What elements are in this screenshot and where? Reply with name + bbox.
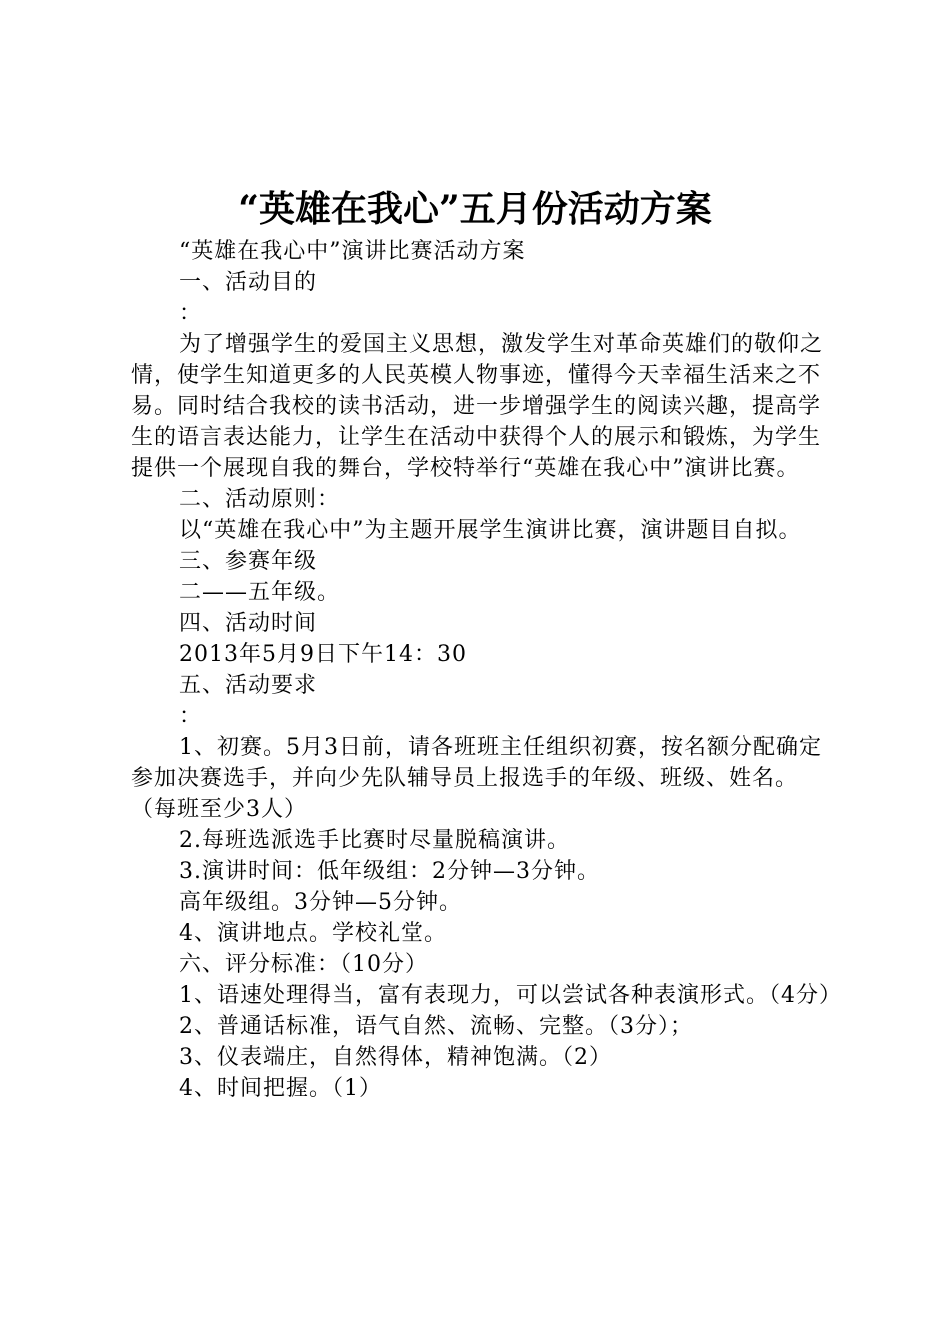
- paragraph-requirement-3b: 高年级组。3分钟—5分钟。: [179, 890, 462, 915]
- section-heading-time: 四、活动时间: [179, 611, 318, 636]
- paragraph-score-4: 4、时间把握。（1）: [179, 1076, 382, 1101]
- paragraph-colon: ：: [179, 301, 203, 326]
- paragraph-requirement-2: 2.每班选派选手比赛时尽量脱稿演讲。: [179, 828, 570, 853]
- paragraph-score-3: 3、仪表端庄，自然得体，精神饱满。（2）: [179, 1045, 612, 1070]
- document-title: “英雄在我心”五月份活动方案: [238, 188, 712, 230]
- paragraph-score-1: 1、语速处理得当，富有表现力，可以尝试各种表演形式。（4分）: [179, 983, 842, 1008]
- paragraph-score-2: 2、普通话标准，语气自然、流畅、完整。（3分）；: [179, 1014, 693, 1039]
- paragraph-principle: 以“英雄在我心中”为主题开展学生演讲比赛，演讲题目自拟。: [179, 518, 802, 543]
- paragraph-grades: 二——五年级。: [179, 580, 341, 605]
- document-body: [131, 236, 842, 1104]
- paragraph-purpose: 为了增强学生的爱国主义思想，激发学生对革命英雄们的敬仰之情，使学生知道更多的人民英模人物事迹，懂得今天幸福生活来之不易。同时结合我校的读书活动，进一步增强学生的阅读兴趣，提高学生的语言表达能力，让学生在活动中获得个人的展示和锻炼，为学生提供一个展现自我的舞台，学校特举行“英雄在我心中”演讲比赛。: [131, 332, 824, 481]
- section-heading-scoring: 六、评分标准：（10分）: [179, 952, 428, 977]
- section-heading-principle: 二、活动原则：: [179, 487, 341, 512]
- paragraph-colon: ：: [179, 704, 203, 729]
- paragraph-subtitle: “英雄在我心中”演讲比赛活动方案: [179, 239, 526, 264]
- paragraph-requirement-1: 1、初赛。5月3日前，请各班班主任组织初赛，按名额分配确定参加决赛选手，并向少先队辅导员上报选手的年级、班级、姓名。（每班至少3人）: [131, 735, 822, 822]
- section-heading-grades: 三、参赛年级: [179, 549, 318, 574]
- section-heading-purpose: 一、活动目的: [179, 270, 318, 295]
- paragraph-requirement-3: 3.演讲时间：低年级组：2分钟—3分钟。: [179, 859, 600, 884]
- paragraph-time: 2013年5月9日下午14：30: [179, 642, 467, 667]
- paragraph-requirement-4: 4、演讲地点。学校礼堂。: [179, 921, 447, 946]
- section-heading-requirements: 五、活动要求: [179, 673, 318, 698]
